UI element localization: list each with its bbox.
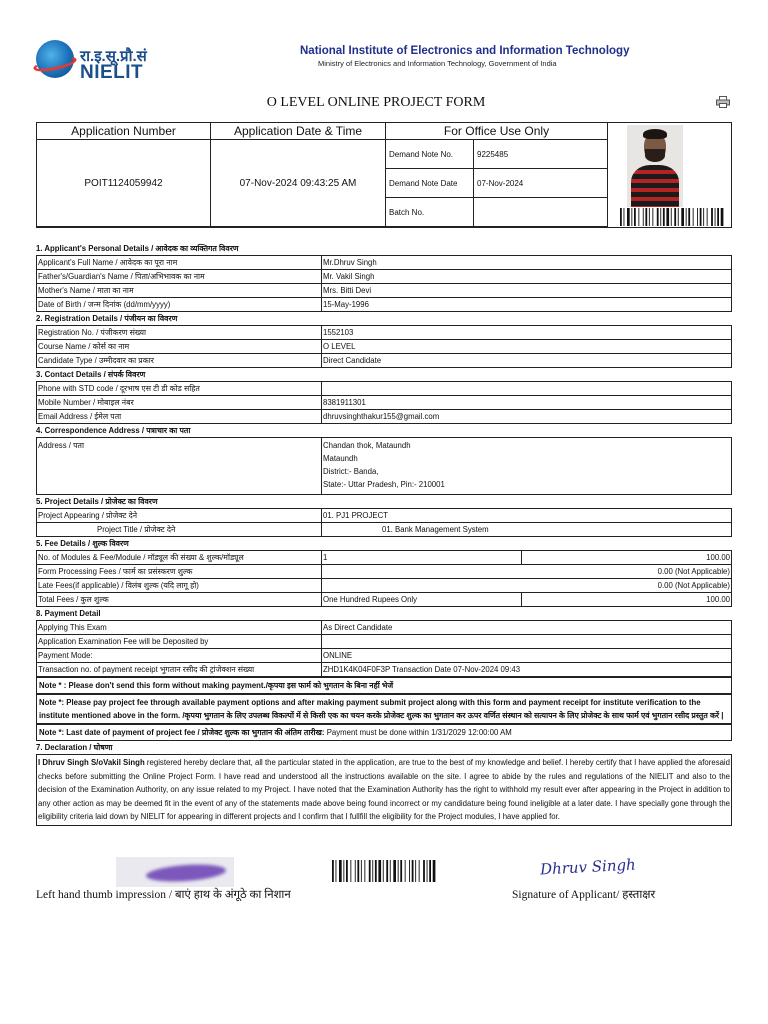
field-value: dhruvsinghthakur155@gmail.com: [322, 410, 732, 424]
address-line: Mataundh: [323, 454, 358, 463]
table-row: [37, 593, 732, 607]
total-words: One Hundred Rupees Only: [322, 593, 522, 607]
form-sections: [36, 242, 732, 826]
field-value: ZHD1K4K04F0F3P Transaction Date 07-Nov-2024 09:43: [322, 663, 732, 677]
field-label: Transaction no. of payment receipt भुगतान रसीद की ट्रांजेक्शन संख्या: [37, 663, 322, 677]
signature-area: [0, 855, 768, 915]
field-label: Mobile Number / मोबाइल नंबर: [37, 396, 322, 410]
declaration-body: registered hereby declare that, all the particular stated in the application, are true to the best of my knowledge and belief. I hereby certify that I have applied the aforesaid checks before submitting the Online Project Form. I have read and understood all the instructions available on the site. I agree to abide by the rules and regulations of the NIELIT and also to the decision of the Examination Authority, on any issue related to my Project. I have noted that the Examination Authority has the right to withhold my result ever after appearing in the Project in addition to any other action as may be deemed fit in the event of any of the statements made above being found incorrect or my candidature being found ineligible at a later date. I have specially gone through the eligibility criteria laid down by NIELIT for appearing in different projects and I confirm that I fullfill the eligibility for the Project modules, I have applied for.: [38, 758, 731, 822]
field-value: 01. Bank Management System: [322, 523, 732, 537]
field-value: Mr.Dhruv Singh: [322, 256, 732, 270]
field-label: Registration No. / पंजीकरण संख्या: [37, 326, 322, 340]
field-label: Phone with STD code / दूरभाष एस टी डी कोड सहित: [37, 382, 322, 396]
signature-label: Signature of Applicant/ हस्ताक्षर: [512, 889, 656, 901]
table-row: [37, 284, 732, 298]
personal-details-table: [36, 255, 732, 312]
field-value: 8381911301: [322, 396, 732, 410]
payment-deadline-note: [36, 724, 732, 741]
table-row: [37, 410, 732, 424]
payment-instruction-note: Note *: Please pay project fee through available payment options and after making payment submit project along with this form and payment receipt for institute verification to the institute mentioned above in the form. /कृपया भुगतान के लिए उपलब्ध विकल्पों में से किसी एक का चयन करके प्रोजेक्ट शुल्क का भुगतान कर ऊपर वर्णित संस्थान को सत्यापन के लिए प्रोजेक्ट के साथ फार्म एवं भुगतान रसीद प्रस्तुत करें |: [36, 694, 732, 724]
field-label: Applying This Exam: [37, 621, 322, 635]
field-label: Candidate Type / उम्मीदवार का प्रकार: [37, 354, 322, 368]
section-address-title: 4. Correspondence Address / पत्राचार का पता: [36, 426, 191, 435]
field-value: Mr. Vakil Singh: [322, 270, 732, 284]
application-number-value: POIT1124059942: [37, 140, 211, 227]
table-row: [37, 354, 732, 368]
table-row: [37, 663, 732, 677]
table-row: [37, 621, 732, 635]
field-label: Project Appearing / प्रोजेक्ट देने: [37, 509, 322, 523]
field-value: [322, 382, 732, 396]
declaration-text: [36, 754, 732, 826]
field-value: [322, 635, 732, 649]
table-row: [37, 396, 732, 410]
field-value: ONLINE: [322, 649, 732, 663]
table-row: [37, 649, 732, 663]
field-label: Total Fees / कुल शुल्क: [37, 593, 322, 607]
section-personal-title: 1. Applicant's Personal Details / आवेदक का व्यक्तिगत विवरण: [36, 244, 239, 253]
table-row: [37, 438, 732, 495]
print-icon[interactable]: [716, 96, 730, 108]
field-value: 15-May-1996: [322, 298, 732, 312]
page-header: [0, 0, 768, 90]
table-row: [37, 256, 732, 270]
project-details-table: [36, 508, 732, 537]
table-row: [37, 382, 732, 396]
modules-count: 1: [322, 551, 522, 565]
batch-no-value: [474, 198, 608, 227]
address-line: District:- Banda,: [323, 467, 379, 476]
table-row: [37, 551, 732, 565]
field-value: 0.00 (Not Applicable): [322, 565, 732, 579]
applicant-signature: Dhruv Singh: [539, 855, 637, 879]
deadline-label: Note *: Last date of payment of project fee / प्रोजेक्ट शुल्क का भुगतान की अंतिम तारीख:: [39, 728, 325, 737]
table-row: [37, 509, 732, 523]
table-row: [37, 635, 732, 649]
field-value: 0.00 (Not Applicable): [322, 579, 732, 593]
field-value: Mrs. Bitti Devi: [322, 284, 732, 298]
section-fee-title: 5. Fee Details / शुल्क विवरण: [36, 539, 129, 548]
field-value: O LEVEL: [322, 340, 732, 354]
section-declaration-title: 7. Declaration / घोषणा: [36, 743, 113, 752]
field-label: Email Address / ईमेल पता: [37, 410, 322, 424]
table-row: [37, 326, 732, 340]
header-application-date: Application Date & Time: [211, 123, 386, 140]
declarant-name: I Dhruv Singh S/oVakil Singh: [38, 758, 145, 767]
header-application-number: Application Number: [37, 123, 211, 140]
header-office-use: For Office Use Only: [386, 123, 608, 140]
barcode-icon: [332, 860, 436, 882]
field-label: Project Title / प्रोजेक्ट देने: [37, 523, 322, 537]
field-label: No. of Modules & Fee/Module / मॉड्यूल की संख्या & शुल्क/मॉड्यूल: [37, 551, 322, 565]
nielit-logo: [36, 38, 156, 88]
table-row: [37, 270, 732, 284]
demand-note-date-value: 07-Nov-2024: [474, 169, 608, 198]
section-contact-title: 3. Contact Details / संपर्क विवरण: [36, 370, 146, 379]
section-project-title: 5. Project Details / प्रोजेक्ट का विवरण: [36, 497, 158, 506]
deadline-value: Payment must be done within 1/31/2029 12:00:00 AM: [324, 728, 512, 737]
field-label: Late Fees(if applicable) / विलंब शुल्क (यदि लागू हो): [37, 579, 322, 593]
field-label: Mother's Name / माता का नाम: [37, 284, 322, 298]
registration-details-table: [36, 325, 732, 368]
barcode-icon: [620, 208, 724, 226]
field-label: Application Examination Fee will be Deposited by: [37, 635, 322, 649]
payment-note: Note * : Please don't send this form without making payment./कृपया इस फार्म को भुगतान के बिना नहीं भेजें: [36, 677, 732, 694]
table-row: [37, 579, 732, 593]
field-value: 1552103: [322, 326, 732, 340]
contact-details-table: [36, 381, 732, 424]
logo-text: NIELIT: [80, 62, 144, 83]
table-row: [37, 340, 732, 354]
field-label: Father's/Guardian's Name / पिता/अभिभावक का नाम: [37, 270, 322, 284]
fee-details-table: [36, 550, 732, 607]
field-label: Payment Mode:: [37, 649, 322, 663]
payment-details-table: [36, 620, 732, 677]
applicant-photo: [627, 125, 683, 207]
table-row: [37, 565, 732, 579]
demand-note-no-label: Demand Note No.: [386, 140, 474, 169]
address-line: Chandan thok, Mataundh: [323, 441, 411, 450]
demand-note-no-value: 9225485: [474, 140, 608, 169]
thumb-impression-label: Left hand thumb impression / बाएं हाथ के अंगूठे का निशान: [36, 889, 291, 901]
address-value: [322, 438, 732, 495]
section-registration-title: 2. Registration Details / पंजीयन का विवरण: [36, 314, 178, 323]
field-value: Direct Candidate: [322, 354, 732, 368]
field-label: Date of Birth / जन्म दिनांक (dd/mm/yyyy): [37, 298, 322, 312]
application-datetime-value: 07-Nov-2024 09:43:25 AM: [211, 140, 386, 227]
organization-subtitle: Ministry of Electronics and Information Technology, Government of India: [318, 59, 557, 68]
field-label: Applicant's Full Name / आवेदक का पूरा नाम: [37, 256, 322, 270]
field-label: Course Name / कोर्स का नाम: [37, 340, 322, 354]
demand-note-date-label: Demand Note Date: [386, 169, 474, 198]
address-line: State:- Uttar Pradesh, Pin:- 210001: [323, 480, 445, 489]
table-row: [37, 523, 732, 537]
logo-hindi-text: रा.इ.सू.प्रौ.सं: [80, 48, 147, 65]
form-title: O LEVEL ONLINE PROJECT FORM: [266, 95, 486, 110]
organization-title: National Institute of Electronics and Information Technology: [300, 45, 630, 57]
field-label: Form Processing Fees / फार्म का प्रसंस्करण शुल्क: [37, 565, 322, 579]
thumb-impression: [116, 857, 234, 887]
field-value: 01. PJ1 PROJECT: [322, 509, 732, 523]
batch-no-label: Batch No.: [386, 198, 474, 227]
modules-fee: 100.00: [522, 551, 732, 565]
total-value: 100.00: [522, 593, 732, 607]
table-row: [37, 298, 732, 312]
address-table: [36, 437, 732, 495]
address-label: Address / पता: [37, 438, 322, 495]
section-payment-title: 8. Payment Detail: [36, 609, 101, 618]
field-value: As Direct Candidate: [322, 621, 732, 635]
